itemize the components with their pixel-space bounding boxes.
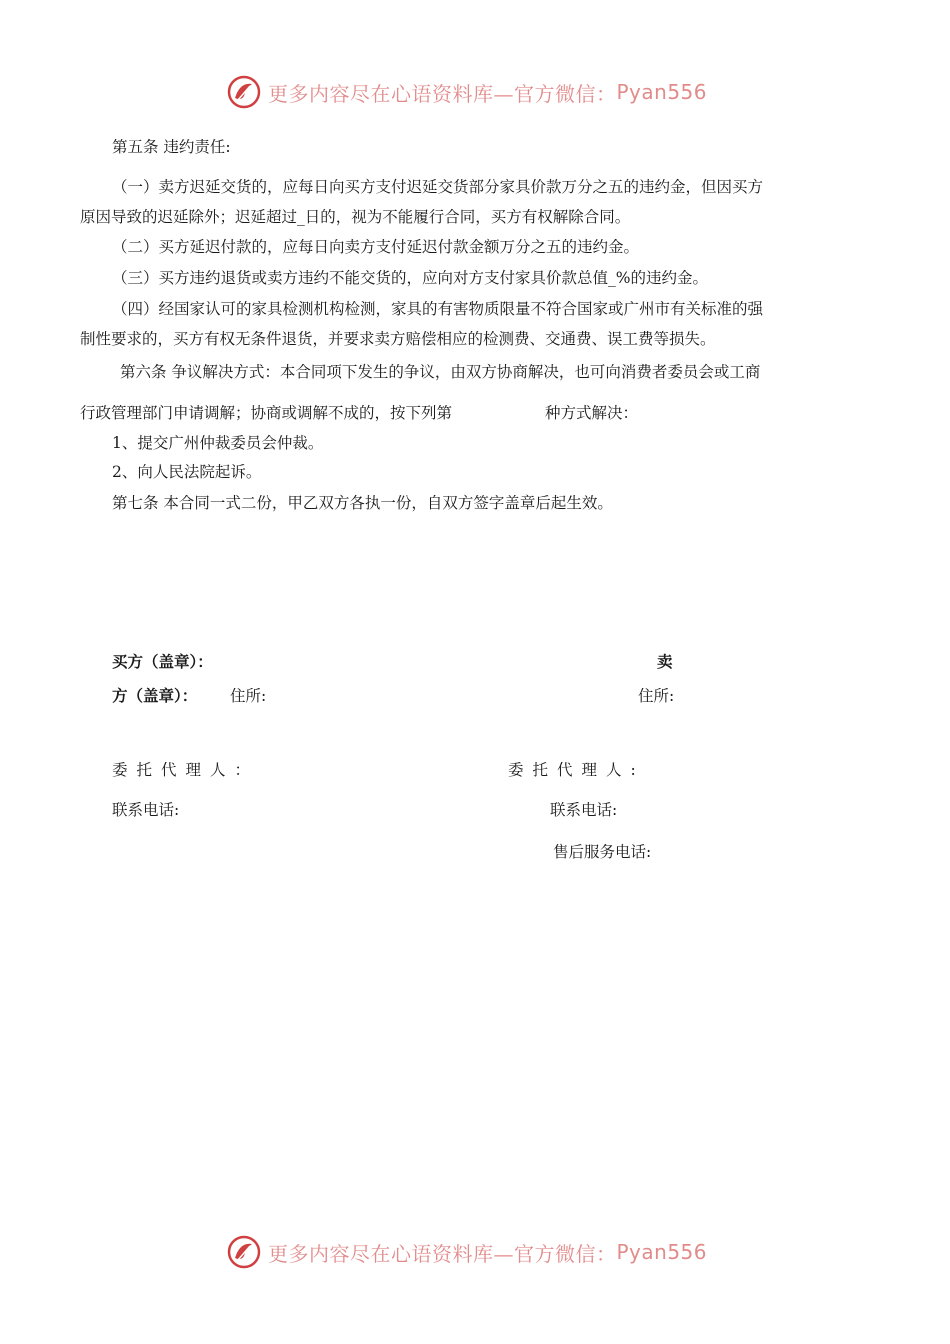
article-5-clause-3: （三）买方违约退货或卖方违约不能交货的，应向对方支付家具价款总值_%的违约金。 <box>112 269 708 287</box>
article-5-clause-1-line-1: （一）卖方迟延交货的，应每日向买方支付迟延交货部分家具价款万分之五的违约金，但因买方 <box>112 178 764 196</box>
buyer-agent-label: 委托代理人： <box>112 761 260 779</box>
article-5-clause-4-line-1: （四）经国家认可的家具检测机构检测，家具的有害物质限量不符合国家或广州市有关标准的强 <box>112 300 764 318</box>
article-5-clause-1-line-2: 原因导致的迟延除外；迟延超过_日的，视为不能履行合同，买方有权解除合同。 <box>80 208 631 226</box>
seller-seal-label-char: 卖 <box>657 653 673 671</box>
seller-agent-label: 委托代理人: <box>508 761 645 779</box>
seller-service-phone-label: 售后服务电话: <box>553 843 652 861</box>
article-6-line-2a: 行政管理部门申请调解；协商或调解不成的，按下列第 <box>80 404 453 422</box>
buyer-phone-label: 联系电话: <box>112 801 180 819</box>
footer-watermark <box>226 1234 707 1270</box>
article-5-clause-2: （二）买方延迟付款的，应每日向卖方支付延迟付款金额万分之五的违约金。 <box>112 238 640 256</box>
logo-icon <box>226 1234 262 1270</box>
seller-address-label: 住所: <box>638 687 675 705</box>
header-wechat-id: Pyan556 <box>616 80 708 104</box>
article-6-option-1: 1、提交广州仲裁委员会仲裁。 <box>112 434 324 452</box>
buyer-address-label: 住所: <box>230 687 267 705</box>
seller-phone-label: 联系电话: <box>550 801 618 819</box>
article-6-option-2: 2、向人民法院起诉。 <box>112 463 262 481</box>
header-watermark <box>226 74 707 110</box>
header-watermark-text: 更多内容尽在心语资料库—官方微信： <box>268 81 617 106</box>
article-7: 第七条 本合同一式二份，甲乙双方各执一份，自双方签字盖章后起生效。 <box>112 494 613 512</box>
buyer-seal-label: 买方（盖章）： <box>112 653 213 671</box>
footer-watermark-text: 更多内容尽在心语资料库—官方微信： <box>268 1241 617 1266</box>
article-6-line-1: 第六条 争议解决方式：本合同项下发生的争议，由双方协商解决，也可向消费者委员会或工商 <box>120 363 761 381</box>
article-5-clause-4-line-2: 制性要求的，买方有权无条件退货，并要求卖方赔偿相应的检测费、交通费、误工费等损失。 <box>80 330 716 348</box>
logo-icon <box>226 74 262 110</box>
article-5-heading: 第五条 违约责任: <box>112 138 231 156</box>
seller-seal-label-rest: 方（盖章）： <box>112 687 198 705</box>
article-6-line-2b: 种方式解决： <box>545 404 639 422</box>
footer-wechat-id: Pyan556 <box>616 1240 708 1264</box>
